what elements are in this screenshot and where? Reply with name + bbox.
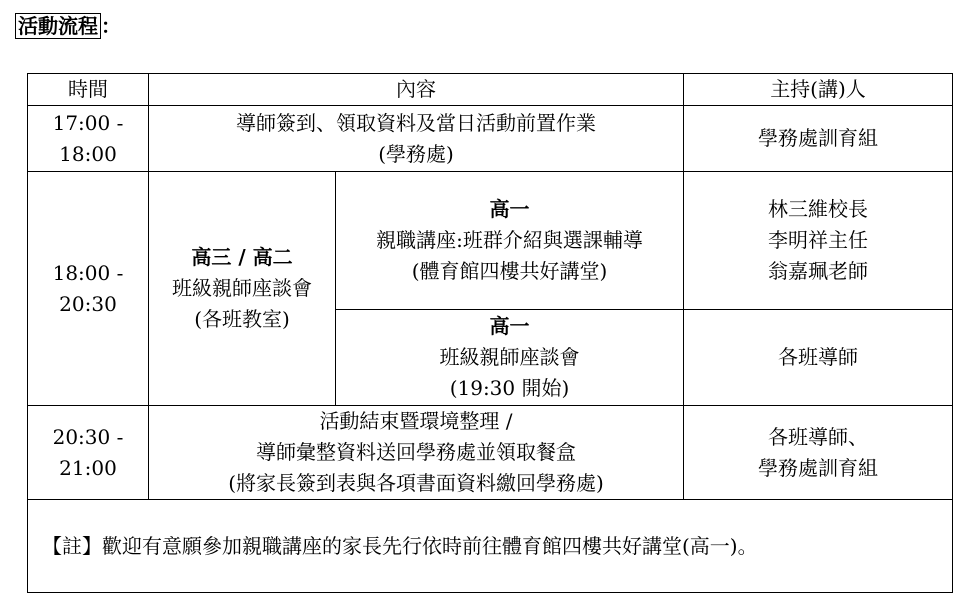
schedule-table	[27, 73, 953, 593]
table-row	[28, 406, 953, 500]
time-cell	[28, 106, 149, 172]
note-row	[28, 500, 953, 593]
host-name: 翁嘉珮老師	[768, 259, 868, 283]
table-row	[28, 172, 953, 310]
host-name: 李明祥主任	[768, 228, 868, 252]
content-line: (各班教室)	[194, 307, 290, 331]
content-line: 親職講座:班群介紹與選課輔導	[376, 228, 643, 252]
heading-title: 活動流程	[15, 13, 101, 39]
time-end: 18:00	[59, 141, 117, 166]
header-row	[28, 74, 953, 106]
host-name: 各班導師、	[768, 424, 868, 449]
grade10-title: 高一	[489, 197, 530, 221]
time-start: 18:00 -	[52, 260, 124, 285]
heading-colon: ：	[101, 14, 121, 38]
content-line: (學務處)	[378, 141, 454, 166]
content-line: (體育館四樓共好講堂)	[411, 259, 608, 283]
host-cell	[684, 172, 953, 310]
host-cell: 學務處訓育組	[684, 106, 953, 172]
host-cell	[684, 406, 953, 500]
senior-grades-title: 高三 / 高二	[191, 245, 293, 269]
header-content: 內容	[149, 74, 684, 106]
table-row	[28, 106, 953, 172]
content-cell-meeting	[336, 310, 684, 406]
content-line: 班級親師座談會	[439, 345, 580, 369]
content-line: (19:30 開始)	[449, 376, 570, 400]
time-start: 17:00 -	[52, 110, 124, 135]
time-end: 21:00	[59, 455, 117, 480]
time-cell	[28, 172, 149, 406]
time-start: 20:30 -	[52, 424, 124, 449]
host-name: 學務處訓育組	[758, 455, 878, 480]
page-heading	[15, 13, 121, 39]
host-cell: 各班導師	[684, 310, 953, 406]
note-cell: 【註】歡迎有意願參加親職講座的家長先行依時前往體育館四樓共好講堂(高一)。	[28, 500, 953, 593]
time-end: 20:30	[59, 291, 117, 316]
content-line: 導師簽到、領取資料及當日活動前置作業	[236, 110, 596, 135]
header-time: 時間	[28, 74, 149, 106]
content-line: 活動結束暨環境整理 /	[319, 409, 513, 433]
content-cell	[149, 406, 684, 500]
content-cell-lecture	[336, 172, 684, 310]
content-line: (將家長簽到表與各項書面資料繳回學務處)	[228, 471, 604, 495]
time-cell	[28, 406, 149, 500]
header-host: 主持(講)人	[684, 74, 953, 106]
host-name: 林三維校長	[768, 197, 868, 221]
content-line: 班級親師座談會	[172, 276, 312, 300]
grade10-title: 高一	[489, 314, 530, 338]
content-cell	[149, 106, 684, 172]
content-cell-senior	[149, 172, 336, 406]
content-line: 導師彙整資料送回學務處並領取餐盒	[256, 440, 576, 464]
